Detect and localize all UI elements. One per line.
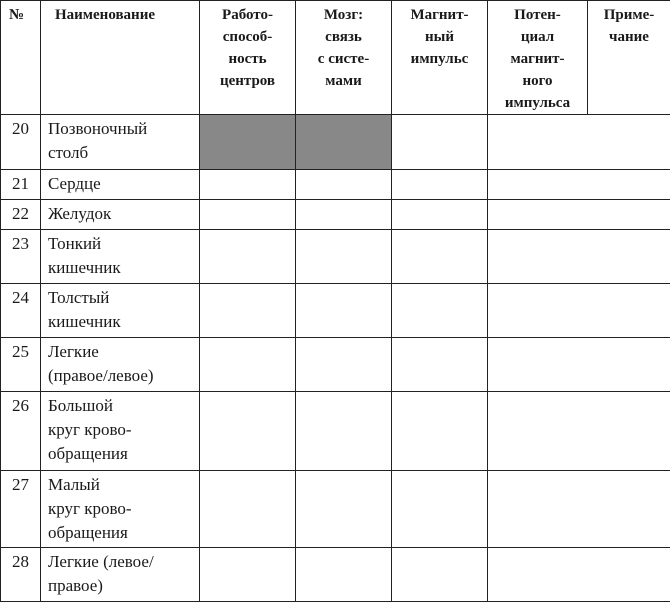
header-impulse-potential: Потен- циал магнит- ного импульса [488,1,588,115]
empty-cell [588,548,670,602]
table-row [1,284,670,338]
empty-cell [588,284,670,338]
empty-cell [588,471,670,548]
table-row [1,115,670,170]
row-number: 28 [1,548,41,602]
table-row [1,548,670,602]
empty-cell [588,115,670,170]
table-row [1,392,670,471]
row-name: Толстый кишечник [41,284,200,338]
row-number: 24 [1,284,41,338]
row-number: 21 [1,170,41,200]
row-number: 27 [1,471,41,548]
table-row [1,200,670,230]
table-row [1,471,670,548]
header-brain-link: Мозг: связь с систе- мами [296,1,392,115]
shaded-cell [296,115,392,170]
empty-cell [200,338,296,392]
row-number: 22 [1,200,41,230]
table-row [1,170,670,200]
empty-cell [588,338,670,392]
row-number: 25 [1,338,41,392]
empty-cell [392,284,488,338]
empty-cell [200,230,296,284]
header-row [1,1,670,115]
shaded-cell [200,115,296,170]
empty-cell [588,170,670,200]
empty-cell [392,230,488,284]
row-name: Легкие (правое/левое) [41,338,200,392]
empty-cell [392,115,488,170]
empty-cell [392,471,488,548]
row-name: Малый круг крово- обращения [41,471,200,548]
empty-cell [488,338,588,392]
empty-cell [296,170,392,200]
row-name: Сердце [41,170,200,200]
empty-cell [200,548,296,602]
header-working-capacity: Работо- способ- ность центров [200,1,296,115]
empty-cell [488,548,588,602]
empty-cell [588,230,670,284]
empty-cell [392,392,488,471]
empty-cell [296,230,392,284]
row-number: 20 [1,115,41,170]
empty-cell [488,392,588,471]
row-number: 23 [1,230,41,284]
empty-cell [488,471,588,548]
row-name: Позвоночный столб [41,115,200,170]
table-row [1,230,670,284]
empty-cell [296,200,392,230]
row-name: Легкие (левое/ правое) [41,548,200,602]
empty-cell [200,471,296,548]
empty-cell [488,200,588,230]
empty-cell [392,338,488,392]
empty-cell [296,284,392,338]
empty-cell [392,170,488,200]
empty-cell [488,284,588,338]
empty-cell [296,471,392,548]
header-name: Наименование [41,1,200,115]
empty-cell [588,392,670,471]
empty-cell [392,200,488,230]
row-name: Желудок [41,200,200,230]
header-magnetic-impulse: Магнит- ный импульс [392,1,488,115]
empty-cell [392,548,488,602]
empty-cell [200,200,296,230]
row-name: Большой круг крово- обращения [41,392,200,471]
empty-cell [488,230,588,284]
empty-cell [488,170,588,200]
row-number: 26 [1,392,41,471]
header-number: № [1,1,41,115]
header-note: Приме- чание [588,1,670,115]
empty-cell [200,392,296,471]
table-row [1,338,670,392]
row-name: Тонкий кишечник [41,230,200,284]
empty-cell [200,284,296,338]
empty-cell [200,170,296,200]
empty-cell [296,548,392,602]
empty-cell [296,392,392,471]
empty-cell [488,115,588,170]
empty-cell [296,338,392,392]
empty-cell [588,200,670,230]
